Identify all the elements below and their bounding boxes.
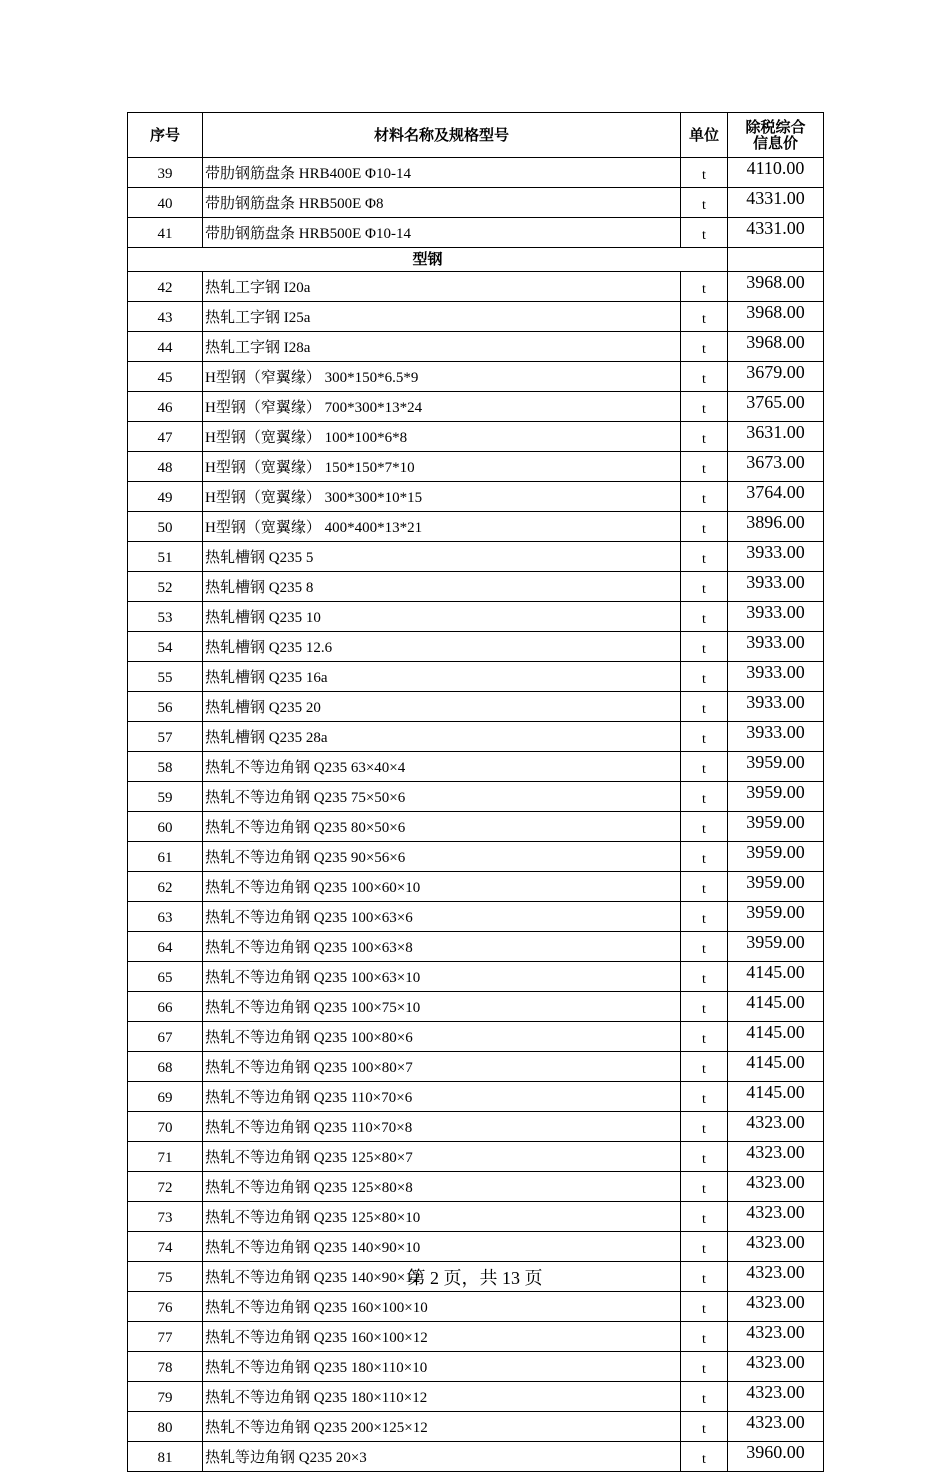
- row-material-name: 热轧不等边角钢 Q235 100×60×10: [203, 872, 681, 902]
- row-unit: t: [681, 572, 728, 602]
- row-price: 3896.00: [728, 512, 824, 542]
- row-unit: t: [681, 218, 728, 248]
- row-number: 39: [128, 158, 203, 188]
- row-unit: t: [681, 1172, 728, 1202]
- row-price: 4323.00: [728, 1232, 824, 1262]
- row-material-name: 热轧不等边角钢 Q235 160×100×10: [203, 1292, 681, 1322]
- row-number: 43: [128, 302, 203, 332]
- row-number: 64: [128, 932, 203, 962]
- row-price: 3959.00: [728, 872, 824, 902]
- row-price: 4145.00: [728, 962, 824, 992]
- row-unit: t: [681, 188, 728, 218]
- row-price: 3960.00: [728, 1442, 824, 1472]
- row-price: 4145.00: [728, 1082, 824, 1112]
- row-number: 65: [128, 962, 203, 992]
- row-unit: t: [681, 812, 728, 842]
- table-row: [128, 632, 824, 662]
- row-number: 80: [128, 1412, 203, 1442]
- row-material-name: H型钢（宽翼缘） 100*100*6*8: [203, 422, 681, 452]
- row-number: 53: [128, 602, 203, 632]
- section-empty-cell: [728, 248, 824, 272]
- row-price: 3933.00: [728, 602, 824, 632]
- row-unit: t: [681, 992, 728, 1022]
- row-number: 58: [128, 752, 203, 782]
- row-material-name: 热轧槽钢 Q235 10: [203, 602, 681, 632]
- section-row: [128, 248, 824, 272]
- row-unit: t: [681, 1262, 728, 1292]
- row-material-name: H型钢（宽翼缘） 400*400*13*21: [203, 512, 681, 542]
- row-number: 47: [128, 422, 203, 452]
- row-number: 54: [128, 632, 203, 662]
- row-material-name: 热轧不等边角钢 Q235 100×80×7: [203, 1052, 681, 1082]
- row-number: 51: [128, 542, 203, 572]
- table-row: [128, 1322, 824, 1352]
- row-number: 68: [128, 1052, 203, 1082]
- row-price: 4323.00: [728, 1382, 824, 1412]
- table-row: [128, 1442, 824, 1472]
- row-material-name: 热轧不等边角钢 Q235 63×40×4: [203, 752, 681, 782]
- table-row: [128, 752, 824, 782]
- table-body-top: [128, 158, 824, 248]
- row-price: 3968.00: [728, 272, 824, 302]
- row-unit: t: [681, 362, 728, 392]
- row-unit: t: [681, 1022, 728, 1052]
- table-row: [128, 1202, 824, 1232]
- row-price: 4323.00: [728, 1292, 824, 1322]
- row-number: 49: [128, 482, 203, 512]
- row-material-name: 热轧不等边角钢 Q235 75×50×6: [203, 782, 681, 812]
- row-price: 3959.00: [728, 932, 824, 962]
- row-material-name: 热轧不等边角钢 Q235 100×63×10: [203, 962, 681, 992]
- table-header-row: [128, 113, 824, 158]
- table-row: [128, 332, 824, 362]
- table-row: [128, 1022, 824, 1052]
- row-material-name: 热轧工字钢 I20a: [203, 272, 681, 302]
- row-price: 3959.00: [728, 812, 824, 842]
- row-material-name: 热轧槽钢 Q235 8: [203, 572, 681, 602]
- table-row: [128, 1082, 824, 1112]
- row-unit: t: [681, 1082, 728, 1112]
- row-unit: t: [681, 482, 728, 512]
- row-material-name: 热轧不等边角钢 Q235 125×80×8: [203, 1172, 681, 1202]
- row-price: 4145.00: [728, 992, 824, 1022]
- row-price: 3764.00: [728, 482, 824, 512]
- row-unit: t: [681, 332, 728, 362]
- row-number: 59: [128, 782, 203, 812]
- row-price: 3959.00: [728, 752, 824, 782]
- row-number: 55: [128, 662, 203, 692]
- header-price: [728, 113, 824, 158]
- row-material-name: 热轧槽钢 Q235 12.6: [203, 632, 681, 662]
- row-number: 60: [128, 812, 203, 842]
- table-row: [128, 902, 824, 932]
- row-unit: t: [681, 692, 728, 722]
- table-row: [128, 542, 824, 572]
- table-row: [128, 218, 824, 248]
- row-number: 42: [128, 272, 203, 302]
- row-unit: t: [681, 1232, 728, 1262]
- row-material-name: 热轧不等边角钢 Q235 90×56×6: [203, 842, 681, 872]
- row-number: 70: [128, 1112, 203, 1142]
- row-number: 67: [128, 1022, 203, 1052]
- row-unit: t: [681, 722, 728, 752]
- row-material-name: 带肋钢筋盘条 HRB500E Φ10-14: [203, 218, 681, 248]
- row-unit: t: [681, 842, 728, 872]
- row-price: 4323.00: [728, 1412, 824, 1442]
- row-price: 3933.00: [728, 572, 824, 602]
- row-unit: t: [681, 932, 728, 962]
- row-price: 4323.00: [728, 1352, 824, 1382]
- row-unit: t: [681, 272, 728, 302]
- row-material-name: 带肋钢筋盘条 HRB500E Φ8: [203, 188, 681, 218]
- table-row: [128, 158, 824, 188]
- table-row: [128, 482, 824, 512]
- row-unit: t: [681, 302, 728, 332]
- row-number: 62: [128, 872, 203, 902]
- row-number: 71: [128, 1142, 203, 1172]
- header-price-line2: 信息价: [752, 134, 798, 152]
- row-price: 3959.00: [728, 902, 824, 932]
- row-unit: t: [681, 422, 728, 452]
- row-material-name: 热轧工字钢 I25a: [203, 302, 681, 332]
- row-number: 57: [128, 722, 203, 752]
- table-row: [128, 422, 824, 452]
- table-row: [128, 188, 824, 218]
- row-material-name: 热轧不等边角钢 Q235 125×80×10: [203, 1202, 681, 1232]
- table-row: [128, 782, 824, 812]
- table-row: [128, 932, 824, 962]
- header-no: 序号: [128, 113, 203, 158]
- row-number: 73: [128, 1202, 203, 1232]
- row-material-name: 热轧不等边角钢 Q235 80×50×6: [203, 812, 681, 842]
- row-number: 78: [128, 1352, 203, 1382]
- table-row: [128, 1052, 824, 1082]
- row-material-name: 热轧不等边角钢 Q235 100×80×6: [203, 1022, 681, 1052]
- row-unit: t: [681, 902, 728, 932]
- row-unit: t: [681, 1352, 728, 1382]
- row-number: 63: [128, 902, 203, 932]
- row-price: 3968.00: [728, 332, 824, 362]
- row-price: 3765.00: [728, 392, 824, 422]
- row-material-name: H型钢（窄翼缘） 300*150*6.5*9: [203, 362, 681, 392]
- row-price: 4110.00: [728, 158, 824, 188]
- row-unit: t: [681, 1292, 728, 1322]
- row-material-name: 热轧不等边角钢 Q235 140×90×10: [203, 1232, 681, 1262]
- row-number: 72: [128, 1172, 203, 1202]
- row-price: 3673.00: [728, 452, 824, 482]
- row-material-name: 热轧不等边角钢 Q235 100×75×10: [203, 992, 681, 1022]
- table-row: [128, 602, 824, 632]
- row-price: 3959.00: [728, 782, 824, 812]
- table-row: [128, 272, 824, 302]
- row-unit: t: [681, 1202, 728, 1232]
- row-material-name: 热轧槽钢 Q235 28a: [203, 722, 681, 752]
- row-material-name: 热轧不等边角钢 Q235 180×110×10: [203, 1352, 681, 1382]
- row-number: 76: [128, 1292, 203, 1322]
- table-row: [128, 1232, 824, 1262]
- row-unit: t: [681, 602, 728, 632]
- row-material-name: 热轧工字钢 I28a: [203, 332, 681, 362]
- header-name: 材料名称及规格型号: [203, 113, 681, 158]
- row-unit: t: [681, 1442, 728, 1472]
- row-material-name: 热轧不等边角钢 Q235 180×110×12: [203, 1382, 681, 1412]
- row-number: 41: [128, 218, 203, 248]
- row-price: 3933.00: [728, 662, 824, 692]
- row-price: 3933.00: [728, 722, 824, 752]
- row-material-name: 带肋钢筋盘条 HRB400E Φ10-14: [203, 158, 681, 188]
- row-unit: t: [681, 392, 728, 422]
- table-row: [128, 842, 824, 872]
- table-row: [128, 1172, 824, 1202]
- row-price: 3631.00: [728, 422, 824, 452]
- row-number: 66: [128, 992, 203, 1022]
- table-row: [128, 962, 824, 992]
- row-price: 3933.00: [728, 542, 824, 572]
- row-unit: t: [681, 542, 728, 572]
- section-body: [128, 248, 824, 272]
- row-material-name: H型钢（窄翼缘） 700*300*13*24: [203, 392, 681, 422]
- table-row: [128, 662, 824, 692]
- table-row: [128, 512, 824, 542]
- row-number: 52: [128, 572, 203, 602]
- row-number: 50: [128, 512, 203, 542]
- row-price: 4145.00: [728, 1022, 824, 1052]
- row-number: 61: [128, 842, 203, 872]
- row-unit: t: [681, 872, 728, 902]
- row-number: 69: [128, 1082, 203, 1112]
- row-number: 77: [128, 1322, 203, 1352]
- row-material-name: 热轧槽钢 Q235 20: [203, 692, 681, 722]
- row-material-name: 热轧不等边角钢 Q235 100×63×6: [203, 902, 681, 932]
- table-row: [128, 722, 824, 752]
- row-material-name: 热轧等边角钢 Q235 20×3: [203, 1442, 681, 1472]
- table-row: [128, 812, 824, 842]
- row-number: 81: [128, 1442, 203, 1472]
- row-number: 40: [128, 188, 203, 218]
- row-price: 4323.00: [728, 1172, 824, 1202]
- row-price: 4323.00: [728, 1202, 824, 1232]
- row-material-name: 热轧不等边角钢 Q235 140×90×12: [203, 1262, 681, 1292]
- table-row: [128, 392, 824, 422]
- row-material-name: 热轧不等边角钢 Q235 125×80×7: [203, 1142, 681, 1172]
- row-unit: t: [681, 1382, 728, 1412]
- section-title: 型钢: [128, 248, 728, 272]
- table-row: [128, 692, 824, 722]
- table-row: [128, 452, 824, 482]
- row-number: 45: [128, 362, 203, 392]
- row-unit: t: [681, 1052, 728, 1082]
- row-material-name: 热轧不等边角钢 Q235 110×70×6: [203, 1082, 681, 1112]
- table-row: [128, 1352, 824, 1382]
- row-unit: t: [681, 1112, 728, 1142]
- row-price: 4323.00: [728, 1112, 824, 1142]
- row-unit: t: [681, 452, 728, 482]
- row-price: 4323.00: [728, 1262, 824, 1292]
- row-unit: t: [681, 1412, 728, 1442]
- table-row: [128, 1382, 824, 1412]
- row-price: 3968.00: [728, 302, 824, 332]
- row-unit: t: [681, 512, 728, 542]
- row-unit: t: [681, 662, 728, 692]
- row-material-name: 热轧槽钢 Q235 16a: [203, 662, 681, 692]
- row-number: 48: [128, 452, 203, 482]
- row-unit: t: [681, 1322, 728, 1352]
- header-unit: 单位: [681, 113, 728, 158]
- row-price: 4323.00: [728, 1142, 824, 1172]
- row-unit: t: [681, 962, 728, 992]
- row-number: 44: [128, 332, 203, 362]
- row-price: 4331.00: [728, 188, 824, 218]
- row-material-name: 热轧不等边角钢 Q235 200×125×12: [203, 1412, 681, 1442]
- row-number: 46: [128, 392, 203, 422]
- row-price: 4323.00: [728, 1322, 824, 1352]
- row-number: 75: [128, 1262, 203, 1292]
- table-row: [128, 1292, 824, 1322]
- row-unit: t: [681, 752, 728, 782]
- table-row: [128, 872, 824, 902]
- page-footer: 第 2 页，共 13 页: [407, 1268, 543, 1288]
- row-unit: t: [681, 782, 728, 812]
- table-row: [128, 572, 824, 602]
- row-price: 4145.00: [728, 1052, 824, 1082]
- table-row: [128, 1412, 824, 1442]
- row-price: 3959.00: [728, 842, 824, 872]
- table-row: [128, 362, 824, 392]
- table-row: [128, 1112, 824, 1142]
- row-material-name: 热轧不等边角钢 Q235 110×70×8: [203, 1112, 681, 1142]
- row-price: 3933.00: [728, 632, 824, 662]
- table-row: [128, 302, 824, 332]
- row-number: 74: [128, 1232, 203, 1262]
- row-price: 3933.00: [728, 692, 824, 722]
- row-unit: t: [681, 158, 728, 188]
- row-material-name: 热轧槽钢 Q235 5: [203, 542, 681, 572]
- row-material-name: H型钢（宽翼缘） 300*300*10*15: [203, 482, 681, 512]
- row-material-name: 热轧不等边角钢 Q235 160×100×12: [203, 1322, 681, 1352]
- row-number: 79: [128, 1382, 203, 1412]
- row-unit: t: [681, 1142, 728, 1172]
- table-body-main: [128, 272, 824, 1472]
- table-row: [128, 992, 824, 1022]
- row-material-name: H型钢（宽翼缘） 150*150*7*10: [203, 452, 681, 482]
- row-price: 4331.00: [728, 218, 824, 248]
- table-row: [128, 1142, 824, 1172]
- row-unit: t: [681, 632, 728, 662]
- header-price-line1: 除税综合: [745, 117, 806, 136]
- row-price: 3679.00: [728, 362, 824, 392]
- row-number: 56: [128, 692, 203, 722]
- row-material-name: 热轧不等边角钢 Q235 100×63×8: [203, 932, 681, 962]
